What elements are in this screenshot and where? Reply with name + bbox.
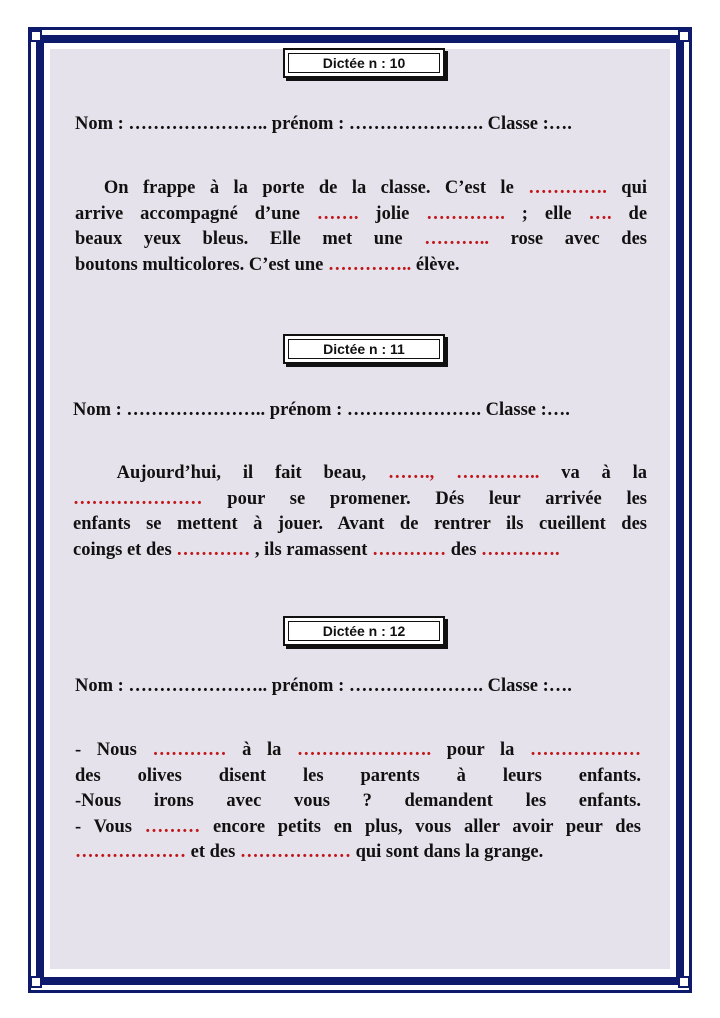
text-segment: va à la <box>561 463 648 483</box>
text-line <box>75 789 641 815</box>
fill-in-blank[interactable]: ………… <box>372 539 451 560</box>
corner-ornament <box>678 976 690 988</box>
dictee-10-text <box>75 176 647 278</box>
fill-in-blank[interactable]: ……. <box>316 203 376 224</box>
text-segment: , ils ramassent <box>254 539 373 560</box>
text-line <box>75 815 641 841</box>
dictee-12-title <box>283 616 445 646</box>
text-segment: arrive accompagné d’une <box>75 203 317 224</box>
text-segment: pour la <box>446 740 530 760</box>
text-segment: qui sont dans la grange. <box>355 842 544 862</box>
fill-in-blank[interactable]: …. <box>588 203 629 224</box>
text-segment: Aujourd’hui, il fait beau, <box>73 463 389 483</box>
text-line <box>73 538 647 564</box>
fill-in-blank[interactable]: ……… <box>144 816 213 837</box>
dictee-11-title <box>283 334 445 364</box>
text-segment: pour se promener. Dés leur arrivée les <box>227 488 648 509</box>
corner-ornament <box>30 30 42 42</box>
text-segment: encore petits en plus, vous aller avoir peur des <box>213 816 642 837</box>
corner-ornament <box>678 30 690 42</box>
fill-in-blank[interactable]: ……………… <box>239 842 356 862</box>
dictee-11-text <box>73 461 647 563</box>
dictee-title-text: Dictée n : 11 <box>323 341 405 357</box>
text-segment: des <box>450 539 482 560</box>
text-segment: - Nous <box>75 740 153 760</box>
dictee-10-name-line: Nom : ………………….. prénom : …………………. Classe :…. <box>75 114 572 134</box>
fill-in-blank[interactable]: ……., <box>388 463 457 483</box>
text-segment: jolie <box>375 203 427 224</box>
text-segment: des olives disent les parents à leurs enfants. <box>75 765 641 786</box>
fill-in-blank[interactable]: ……….. <box>424 229 511 249</box>
text-segment: et des <box>190 842 240 862</box>
dictee-10-title <box>283 48 445 78</box>
dictee-title-text: Dictée n : 10 <box>322 55 406 71</box>
corner-ornament <box>30 976 42 988</box>
text-line <box>73 487 647 513</box>
text-segment: enfants se mettent à jouer. Avant de rentrer ils cueillent des <box>73 514 647 534</box>
text-segment: ; elle <box>521 203 589 224</box>
fill-in-blank[interactable]: …………. <box>426 203 522 224</box>
text-line <box>75 176 647 202</box>
text-line <box>73 512 647 538</box>
fill-in-blank[interactable]: …………………. <box>296 740 447 760</box>
text-line <box>75 840 641 866</box>
text-segment: qui <box>621 178 647 198</box>
text-segment: de <box>628 203 648 224</box>
text-segment: -Nous irons avec vous ? demandent les enfants. <box>75 791 641 811</box>
text-segment: coings et des <box>73 539 177 560</box>
text-line <box>75 227 647 253</box>
fill-in-blank[interactable]: ………….. <box>328 254 416 275</box>
text-segment: élève. <box>415 254 460 275</box>
dictee-11-name-line: Nom : ………………….. prénom : …………………. Classe :…. <box>73 400 570 420</box>
fill-in-blank[interactable]: ………………… <box>73 488 228 509</box>
text-segment: à la <box>242 740 297 760</box>
text-segment: On frappe à la porte de la classe. C’est le <box>75 178 529 198</box>
fill-in-blank[interactable]: ………….. <box>456 463 562 483</box>
fill-in-blank[interactable]: …………. <box>528 178 622 198</box>
fill-in-blank[interactable]: ………… <box>176 539 255 560</box>
fill-in-blank[interactable]: ……………… <box>530 740 641 760</box>
fill-in-blank[interactable]: ……………… <box>75 842 191 862</box>
fill-in-blank[interactable]: …………. <box>481 539 560 560</box>
dictee-12-name-line: Nom : ………………….. prénom : …………………. Classe :…. <box>75 676 572 696</box>
text-line <box>75 764 641 790</box>
text-line <box>75 738 641 764</box>
dictee-title-text: Dictée n : 12 <box>322 623 406 639</box>
text-segment: rose avec des <box>510 229 647 249</box>
fill-in-blank[interactable]: ………… <box>152 740 243 760</box>
text-line <box>75 202 647 228</box>
text-line <box>73 461 647 487</box>
text-segment: beaux yeux bleus. Elle met une <box>75 229 425 249</box>
text-line <box>75 253 647 279</box>
text-segment: boutons multicolores. C’est une <box>75 254 329 275</box>
text-segment: - Vous <box>75 816 145 837</box>
dictee-12-text <box>75 738 641 866</box>
